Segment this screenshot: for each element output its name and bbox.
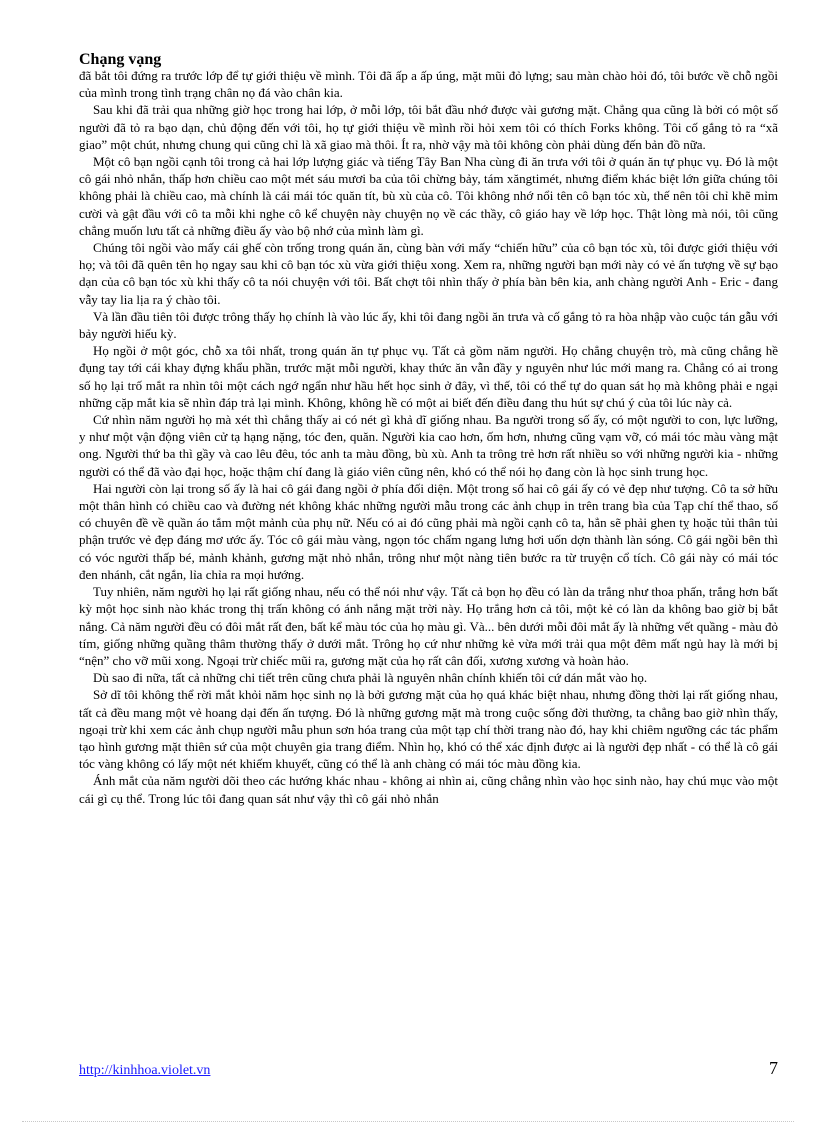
paragraph: Tuy nhiên, năm người họ lại rất giống nhau, nếu có thể nói như vậy. Tất cả bọn họ đều có làn da trắng như thoa phấn, trắng hơn bất kỳ một học sinh nào khác trong thị trấn không có ánh nắng mặt trời này. Họ trắng hơn cả tôi, một kẻ có làn da không bao giờ bị bắt nắng. Cả năm người đều có đôi mắt rất đen, bất kể màu tóc của họ màu gì. Và... bên dưới mỗi đôi mắt ấy là những vết quầng - màu đỏ tím, giống những quầng thâm thường thấy ở dưới mắt. Trông họ cứ như những kẻ vừa mới trải qua một đêm mất ngủ hay là mới bị “nện” cho vỡ mũi xong. Ngoại trừ chiếc mũi ra, gương mặt của họ rất cân đối, xương xương và hoàn hảo. xyxy=(79,584,778,668)
paragraph: Chúng tôi ngồi vào mấy cái ghế còn trống trong quán ăn, cùng bàn với mấy “chiến hữu” của cô bạn tóc xù, tôi được giới thiệu với họ; và tôi đã quên tên họ ngay sau khi cô bạn tóc xù vừa giới thiệu xong. Xem ra, những người bạn mới này có vẻ ấn tượng về sự bạo dạn của cô bạn tóc xù khi thấy cô ta nói chuyện với tôi. Bất chợt tôi nhìn thấy ở phía bàn bên kia, anh chàng người Anh - Eric - đang vẫy tay lia lịa ra ý chào tôi. xyxy=(79,240,778,307)
paragraph: Sau khi đã trải qua những giờ học trong hai lớp, ở mỗi lớp, tôi bắt đầu nhớ được vài gương mặt. Chẳng qua cũng là bởi có một số người đã tỏ ra bạo dạn, chủ động đến với tôi, họ tự giới thiệu về mình rồi hỏi xem tôi có thích Forks không. Tôi cố gắng tỏ ra “xã giao” một chút, nhưng chung qui cũng chỉ là xã giao mà thôi. Ít ra, nhờ vậy mà tôi không còn phải dùng đến bản đồ nữa. xyxy=(79,102,778,152)
chapter-body xyxy=(79,67,778,807)
paragraph: Cứ nhìn năm người họ mà xét thì chẳng thấy ai có nét gì khả dĩ giống nhau. Ba người trong số ấy, có một người to con, lực lưỡng, y như một vận động viên cử tạ hạng nặng, tóc đen, quăn. Người kia cao hơn, ốm hơn, nhưng cũng vạm vỡ, có mái tóc màu vàng mật ong. Người thứ ba thì gầy và cao lêu đêu, tóc anh ta màu đồng, bù xù. Anh ta trông trẻ hơn rất nhiều so với những người kia - những người có thể đã vào đại học, hoặc thậm chí đang là giáo viên cũng nên, khó có thể nói họ đang còn là học sinh trung học. xyxy=(79,412,778,479)
paragraph: đã bắt tôi đứng ra trước lớp để tự giới thiệu về mình. Tôi đã ấp a ấp úng, mặt mũi đỏ lựng; sau màn chào hỏi đó, tôi bước về chỗ ngồi của mình trong tình trạng chân nọ đá vào chân kia. xyxy=(79,68,778,101)
paragraph: Dù sao đi nữa, tất cả những chi tiết trên cũng chưa phải là nguyên nhân chính khiến tôi cứ dán mắt vào họ. xyxy=(93,670,648,686)
paragraph: Một cô bạn ngồi cạnh tôi trong cả hai lớp lượng giác và tiếng Tây Ban Nha cùng đi ăn trưa với tôi ở quán ăn tự phục vụ. Đó là một cô gái nhỏ nhắn, thấp hơn chiều cao một mét sáu mươi ba của tôi chừng bảy, tám xăngtimét, nhưng điểm khác biệt lớn giữa chúng tôi không phải là chiều cao, mà chính là cái mái tóc quăn tít, bù xù của cô. Tôi không nhớ nổi tên cô bạn tóc xù, thế nên tôi chỉ khẽ mỉm cười và gật đầu với cô ta mỗi khi nghe cô kể chuyện này chuyện nọ về các thầy, cô giáo hay về lớp học. Thật lòng mà nói, tôi cũng chẳng muốn lưu tất cả những điều ấy vào bộ nhớ của mình làm gì. xyxy=(79,154,778,238)
paragraph: Hai người còn lại trong số ấy là hai cô gái đang ngồi ở phía đối diện. Một trong số hai cô gái ấy có vẻ đẹp như tượng. Cô ta sở hữu một thân hình có chiều cao và đường nét không khác những người mẫu trong các ảnh chụp in trên trang bìa của Tạp chí thể thao, số có chuyên đề về quần áo tắm một mảnh của phụ nữ. Nếu có ai đó cũng phải mà ngồi cạnh cô ta, hẳn sẽ phải ghen tỵ hoặc tủi thân tủi phận trước vẻ đẹp đáng mơ ước ấy. Tóc cô gái màu vàng, ngọn tóc chấm ngang lưng hơi uốn dợn thành làn sóng. Cô gái ngồi bên thì có vóc người thấp bé, mảnh khảnh, gương mặt nhỏ nhắn, trông như một nàng tiên bước ra từ truyện cổ tích. Cô gái này có mái tóc đen nhánh, cắt ngắn, lỉa chỉa ra mọi hướng. xyxy=(79,480,778,582)
paragraph: Ánh mắt của năm người dõi theo các hướng khác nhau - không ai nhìn ai, cũng chẳng nhìn vào học sinh nào, hay chú mục vào một cái gì cụ thể. Trong lúc tôi đang quan sát như vậy thì cô gái nhỏ nhắn xyxy=(79,773,778,806)
paragraph: Sở dĩ tôi không thể rời mắt khỏi năm học sinh nọ là bởi gương mặt của họ quá khác biệt nhau, nhưng đồng thời lại rất giống nhau, tất cả đều mang một vẻ hoang dại đến ấn tượng. Đó là những gương mặt mà trong cuộc sống đời thường, ta chẳng bao giờ nhìn thấy, ngoại trừ khi xem các ảnh chụp người mẫu phun sơn hóa trang của một tạp chí thời trang nào đó, hay khi chiêm ngưỡng các tác phẩm tạo hình gương mặt thiên sứ của một chuyên gia trang điểm. Nhìn họ, khó có thể xác định được ai là người đẹp nhất - có thể là cô gái tóc vàng không có lấy một nét khiếm khuyết, cũng có thể là anh chàng có mái tóc màu đồng kia. xyxy=(79,687,778,772)
paragraph: Họ ngồi ở một góc, chỗ xa tôi nhất, trong quán ăn tự phục vụ. Tất cả gồm năm người. Họ chẳng chuyện trò, mà cũng chẳng hề đụng tay tới cái khay đựng khẩu phần, trước mặt mỗi người, khay thức ăn vẫn đầy y nguyên như lúc mới mang ra. Chẳng có ai trong số họ lại trố mắt ra nhìn tôi một cách ngớ ngẩn như hầu hết học sinh ở đây, vì thế, tôi có thể tự do quan sát họ mà không phải e ngại những cặp mắt kia sẽ nhìn đáp trả lại mình. Không, không hề có một ai biết đến điều đang thu hút sự chú ý của tôi lúc này cả. xyxy=(79,343,778,410)
chapter-title: Chạng vạng xyxy=(79,51,162,68)
footer-link[interactable]: http://kinhhoa.violet.vn xyxy=(79,1063,211,1078)
page-bottom-divider xyxy=(22,1121,794,1122)
page-footer xyxy=(79,1058,778,1078)
page-number: 7 xyxy=(769,1058,778,1078)
paragraph: Và lần đầu tiên tôi được trông thấy họ chính là vào lúc ấy, khi tôi đang ngồi ăn trưa và cố gắng tỏ ra hòa nhập vào cuộc tán gẫu với bảy người hiếu kỳ. xyxy=(79,308,778,342)
